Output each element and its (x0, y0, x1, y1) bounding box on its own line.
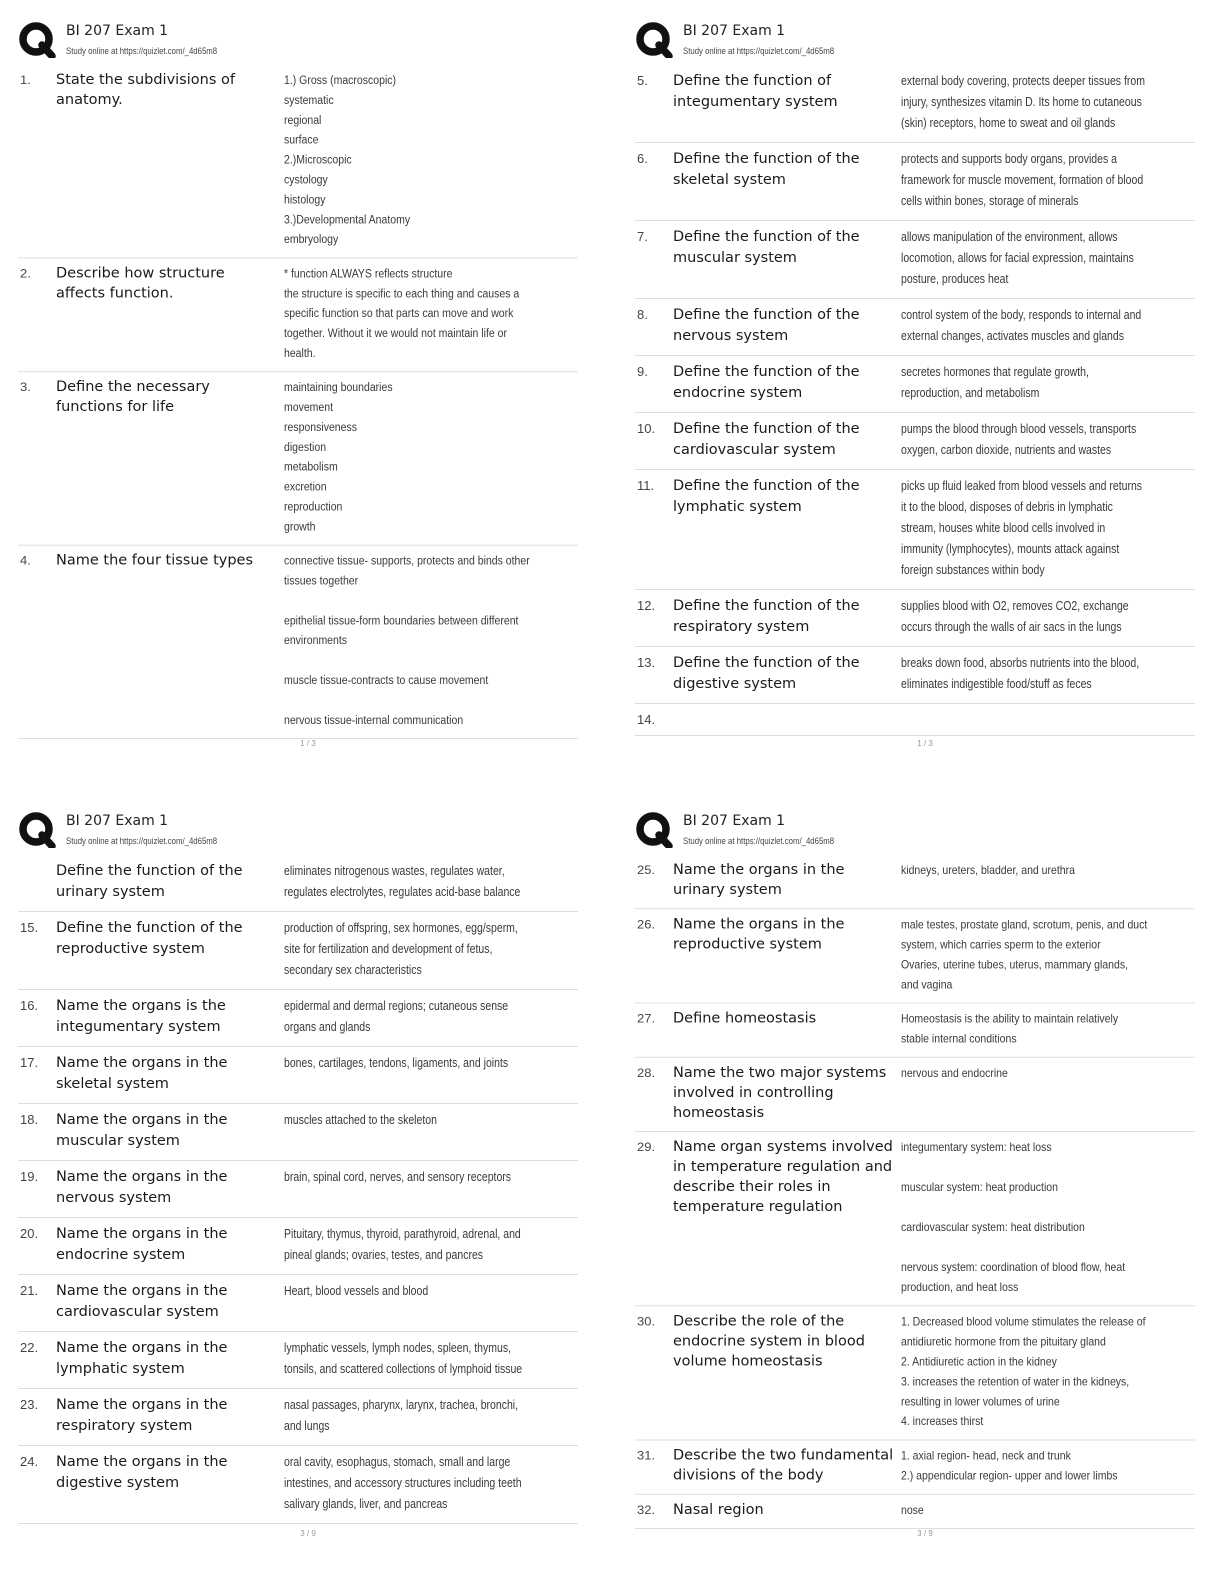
card-term: Describe the role of the endocrine system in blood volume homeostasis (673, 1313, 865, 1370)
flashcard-list (635, 65, 1195, 736)
card-term (673, 710, 901, 727)
card-number: 30. (637, 1313, 656, 1329)
card-term: Name the organs in the nervous system (56, 1169, 228, 1206)
flashcard-row (635, 1495, 1195, 1529)
card-definition: * function ALWAYS reflects structure the structure is specific to each thing and causes a specific function so that parts can move and work together. Without it we would not maintain life or health. (284, 266, 520, 360)
flashcard-row (635, 1440, 1195, 1494)
document-title: BI 207 Exam 1 (66, 813, 169, 829)
card-term: Define homeostasis (673, 1011, 817, 1027)
card-number: 2. (20, 265, 31, 281)
flashcard-row (635, 356, 1195, 413)
flashcard-row (18, 1446, 578, 1524)
card-definition: supplies blood with O2, removes CO2, exchange occurs through the walls of air sacs in the lungs (901, 599, 1129, 634)
card-definition: bones, cartilages, tendons, ligaments, and joints (284, 1056, 509, 1070)
card-definition: 1.) Gross (macroscopic) systematic regional surface 2.)Microscopic cystology histology 3.)Developmental Anatomy embryology (284, 73, 411, 247)
page-number: 1 / 3 (917, 739, 933, 748)
quizlet-logo-icon (18, 812, 56, 848)
document-title: BI 207 Exam 1 (683, 813, 786, 829)
card-definition: control system of the body, responds to internal and external changes, activates muscles and glands (901, 308, 1142, 343)
card-definition (901, 710, 1148, 727)
page-header (18, 22, 598, 62)
flashcard-row (18, 1047, 578, 1104)
card-definition: Pituitary, thymus, thyroid, parathyroid, adrenal, and pineal glands; ovaries, testes, and pancres (284, 1227, 521, 1262)
card-term: Name the organs in the muscular system (56, 1112, 228, 1149)
page-header (635, 22, 1215, 62)
card-number: 20. (20, 1226, 39, 1241)
card-number: 18. (20, 1112, 39, 1127)
card-definition: male testes, prostate gland, scrotum, penis, and duct system, which carries sperm to the exterior Ovaries, uterine tubes, uterus, mammary glands, and vagina (901, 917, 1148, 992)
flashcard-list (18, 855, 578, 1524)
card-definition: brain, spinal cord, nerves, and sensory receptors (284, 1170, 512, 1184)
card-term: Define the function of the cardiovascular system (673, 421, 860, 458)
card-number: 4. (20, 553, 31, 568)
quizlet-logo-icon (635, 812, 673, 848)
card-definition: kidneys, ureters, bladder, and urethra (901, 863, 1075, 877)
flashcard-row (18, 1218, 578, 1275)
card-definition: Homeostasis is the ability to maintain relatively stable internal conditions (901, 1012, 1119, 1046)
card-number: 13. (637, 655, 656, 670)
card-definition: eliminates nitrogenous wastes, regulates water, regulates electrolytes, regulates acid-base balance (284, 864, 521, 899)
card-number: 17. (20, 1055, 39, 1070)
card-definition: pumps the blood through blood vessels, transports oxygen, carbon dioxide, nutrients and wastes (901, 422, 1137, 457)
card-number: 10. (637, 421, 656, 436)
card-term: Define the function of the nervous system (673, 307, 860, 344)
card-definition: connective tissue- supports, protects and binds other tissues together epithelial tissue-form boundaries between different environments muscle tissue-contracts to cause movement nervous tissue-internal communication (284, 554, 530, 727)
flashcard-row (635, 413, 1195, 470)
flashcard-row (635, 704, 1195, 736)
flashcard-row (635, 1058, 1195, 1132)
card-definition: secretes hormones that regulate growth, reproduction, and metabolism (901, 365, 1089, 400)
card-number: 25. (637, 862, 656, 877)
card-number: 31. (637, 1448, 656, 1463)
flashcard-row (635, 909, 1195, 1003)
flashcard-row (18, 546, 578, 739)
flashcard-row (18, 1104, 578, 1161)
card-number: 23. (20, 1397, 39, 1412)
card-definition: nervous and endocrine (901, 1066, 1008, 1080)
document-title: BI 207 Exam 1 (66, 23, 169, 39)
card-term: Name the organs in the respiratory system (56, 1397, 228, 1434)
flashcard-row (18, 912, 578, 990)
card-definition: protects and supports body organs, provides a framework for muscle movement, formation of blood cells within bones, storage of minerals (901, 152, 1144, 208)
card-definition: allows manipulation of the environment, allows locomotion, allows for facial expression, maintains posture, produces heat (901, 230, 1134, 286)
card-term: Name organ systems involved in temperature regulation and describe their roles in temperature regulation (673, 1139, 893, 1215)
flashcard-row (18, 855, 578, 912)
card-number: 24. (20, 1454, 39, 1469)
card-number: 7. (637, 229, 648, 244)
flashcard-row (18, 1389, 578, 1446)
card-term: Name the organs in the digestive system (56, 1454, 228, 1491)
flashcard-row (18, 258, 578, 372)
card-number: 14. (637, 712, 656, 727)
page-header (635, 812, 1215, 852)
card-term: Define the function of the reproductive system (56, 920, 243, 957)
study-online-link[interactable]: Study online at https://quizlet.com/_4d65m8 (683, 46, 835, 57)
card-definition: nasal passages, pharynx, larynx, trachea, bronchi, and lungs (284, 1398, 519, 1433)
card-number: 5. (637, 73, 648, 88)
flashcard-row (18, 1275, 578, 1332)
page-1 (18, 22, 598, 762)
card-term: Name the organs in the skeletal system (56, 1055, 228, 1092)
page-2 (635, 22, 1215, 762)
card-definition: oral cavity, esophagus, stomach, small and large intestines, and accessory structures including teeth salivary glands, liver, and pancreas (284, 1455, 522, 1511)
card-term: Name the organs in the lymphatic system (56, 1340, 228, 1377)
card-number: 27. (637, 1011, 656, 1026)
card-number: 22. (20, 1340, 39, 1355)
card-term: Define the function of the skeletal system (673, 151, 860, 188)
flashcard-row (635, 1306, 1195, 1440)
card-definition: integumentary system: heat loss muscular system: heat production cardiovascular system: heat distribution nervous system: coordination of blood flow, heat production, and heat loss (901, 1140, 1126, 1294)
flashcard-list (635, 855, 1195, 1529)
quizlet-logo-icon (635, 22, 673, 58)
card-number: 9. (637, 364, 648, 379)
card-number: 21. (20, 1283, 39, 1298)
card-number (18, 861, 56, 903)
card-term: Describe how structure affects function. (56, 265, 225, 302)
flashcard-row (18, 1161, 578, 1218)
card-definition: 1. axial region- head, neck and trunk 2.) appendicular region- upper and lower limbs (901, 1449, 1118, 1483)
card-definition: muscles attached to the skeleton (284, 1113, 437, 1127)
card-term: Define the necessary functions for life (56, 379, 210, 415)
card-definition: maintaining boundaries movement responsiveness digestion metabolism excretion reproduction growth (284, 380, 393, 534)
page-header (18, 812, 598, 852)
flashcard-row (18, 1332, 578, 1389)
card-number: 1. (20, 72, 31, 87)
page-number: 1 / 3 (300, 739, 316, 748)
flashcard-row (635, 470, 1195, 590)
quizlet-logo-icon (18, 22, 56, 58)
page-4 (635, 812, 1215, 1552)
card-term: State the subdivisions of anatomy. (56, 72, 235, 108)
card-term: Define the function of the muscular system (673, 229, 860, 266)
card-definition: epidermal and dermal regions; cutaneous sense organs and glands (284, 999, 509, 1034)
study-online-link[interactable]: Study online at https://quizlet.com/_4d65m8 (66, 46, 218, 57)
flashcard-row (635, 590, 1195, 647)
card-definition: production of offspring, sex hormones, egg/sperm, site for fertilization and development of fetus, secondary sex characteristics (284, 921, 518, 977)
card-number: 29. (637, 1139, 656, 1154)
card-number: 6. (637, 151, 648, 166)
card-number: 11. (637, 478, 655, 493)
card-term: Define the function of the urinary system (56, 863, 243, 900)
card-definition: 1. Decreased blood volume stimulates the release of antidiuretic hormone from the pituitary gland 2. Antidiuretic action in the kidney 3. increases the retention of water in the kidneys, resulting in lower volumes of urine 4. increases thirst (901, 1314, 1146, 1429)
flashcard-row (18, 372, 578, 545)
flashcard-row (635, 221, 1195, 299)
card-term: Define the function of the endocrine system (673, 364, 860, 401)
card-number: 12. (637, 598, 656, 613)
card-definition: nose (901, 1503, 924, 1517)
card-number: 16. (20, 998, 39, 1013)
card-term: Define the function of the digestive system (673, 655, 860, 692)
flashcard-list (18, 65, 578, 739)
card-definition: Heart, blood vessels and blood (284, 1284, 429, 1298)
flashcard-row (635, 299, 1195, 356)
card-term: Name the two major systems involved in controlling homeostasis (673, 1065, 887, 1121)
card-number: 15. (20, 920, 39, 935)
flashcard-row (18, 65, 578, 258)
card-term: Name the four tissue types (56, 553, 254, 569)
card-number: 26. (637, 916, 656, 932)
flashcard-row (635, 65, 1195, 143)
card-number: 19. (20, 1169, 39, 1184)
card-number: 3. (20, 379, 31, 394)
flashcard-row (18, 990, 578, 1047)
document-title: BI 207 Exam 1 (683, 23, 786, 39)
card-number: 8. (637, 307, 648, 322)
study-online-link[interactable]: Study online at https://quizlet.com/_4d65m8 (66, 836, 218, 847)
card-term: Describe the two fundamental divisions of the body (673, 1448, 894, 1484)
flashcard-row (635, 1132, 1195, 1306)
card-definition: breaks down food, absorbs nutrients into the blood, eliminates indigestible food/stuff as feces (901, 656, 1140, 691)
card-number: 28. (637, 1065, 656, 1080)
card-term: Define the function of the lymphatic system (673, 478, 860, 515)
card-definition: lymphatic vessels, lymph nodes, spleen, thymus, tonsils, and scattered collections of lymphoid tissue (284, 1341, 523, 1376)
card-definition: external body covering, protects deeper tissues from injury, synthesizes vitamin D. Its home to cutaneous (skin) receptors, home to sweat and oil glands (901, 74, 1145, 130)
flashcard-row (635, 1004, 1195, 1058)
card-definition: picks up fluid leaked from blood vessels and returns it to the blood, disposes of debris in lymphatic stream, houses white blood cells involved in immunity (lymphocytes), mounts attack against foreign substances within body (901, 479, 1143, 577)
card-term: Define the function of integumentary system (673, 73, 838, 110)
study-online-link[interactable]: Study online at https://quizlet.com/_4d65m8 (683, 836, 835, 847)
card-term: Name the organs in the endocrine system (56, 1226, 228, 1263)
card-number: 32. (637, 1502, 656, 1517)
page-number: 3 / 9 (300, 1529, 316, 1538)
flashcard-row (635, 855, 1195, 909)
flashcard-row (635, 647, 1195, 704)
card-term: Define the function of the respiratory system (673, 598, 860, 635)
card-term: Name the organs in the reproductive system (673, 916, 845, 953)
flashcard-row (635, 143, 1195, 221)
card-term: Name the organs in the urinary system (673, 862, 845, 898)
card-term: Name the organs in the cardiovascular system (56, 1283, 228, 1320)
page-number: 3 / 9 (917, 1529, 933, 1538)
page-3 (18, 812, 598, 1552)
card-term: Name the organs is the integumentary system (56, 998, 226, 1035)
card-term: Nasal region (673, 1502, 764, 1518)
